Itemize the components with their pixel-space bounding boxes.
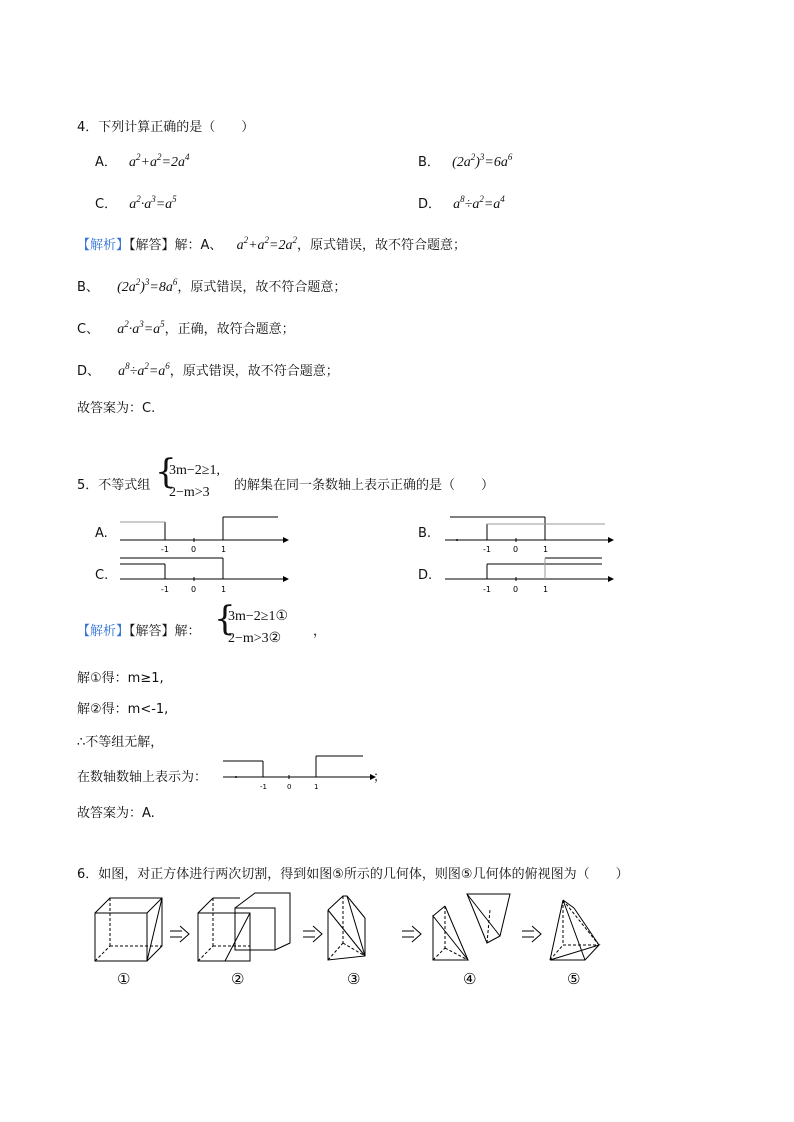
- option-label: B．: [418, 155, 440, 170]
- q4-option-c[interactable]: [95, 193, 177, 213]
- q4-final-answer: 故答案为：C.: [77, 401, 156, 416]
- q6-figure: [85, 888, 625, 993]
- q5-show: 在数轴数轴上表示为：: [77, 770, 208, 785]
- figure-label-5: ⑤: [567, 970, 581, 988]
- q4-option-b[interactable]: [418, 151, 512, 171]
- option-math: $a^8\div a^2=a^4$: [453, 194, 505, 212]
- q4-analysis-d: D、 $a^8\div a^2=a^6$，原式错误，故不符合题意；: [77, 361, 339, 379]
- system-brace: {: [155, 452, 177, 492]
- q5-show-tail: ；: [373, 770, 387, 785]
- figure-label-2: ②: [231, 970, 245, 988]
- tick-label: 0: [191, 545, 197, 554]
- q5-option-d-label[interactable]: D.: [418, 568, 433, 583]
- number-line-b[interactable]: [440, 512, 615, 557]
- tick-label: -1: [161, 545, 169, 554]
- svg-text:-1: -1: [483, 545, 491, 554]
- q5-system-tail: ，: [313, 624, 327, 639]
- q5-stem-after: 的解集在同一条数轴上表示正确的是（ ）: [234, 478, 495, 493]
- answer-tag: 【解答】解：: [129, 238, 201, 253]
- svg-text:-1: -1: [161, 585, 169, 594]
- option-label: D．: [418, 197, 442, 212]
- number-line-answer: [218, 752, 378, 794]
- option-math: $a^2+a^2=2a^4$: [129, 152, 190, 170]
- q5-option-c-label[interactable]: C.: [95, 568, 109, 583]
- svg-text:0: 0: [191, 585, 197, 594]
- option-math: $a^2\cdot a^3=a^5$: [129, 194, 177, 212]
- svg-text:-1: -1: [483, 585, 491, 594]
- q6-stem: 6．如图，对正方体进行两次切割，得到如图⑤所示的几何体，则图⑤几何体的俯视图为（ ）: [77, 867, 629, 882]
- pyramid-figure-5: [550, 900, 599, 960]
- option-label: C．: [95, 197, 118, 212]
- svg-text:1: 1: [543, 585, 549, 594]
- q5-final-answer: 故答案为：A.: [77, 806, 155, 821]
- q5-step2: 解②得：m<-1,: [77, 702, 169, 717]
- math: $a^2+a^2=2a^2$: [236, 235, 297, 253]
- answer-tag: 【解答】解：: [129, 624, 201, 639]
- svg-text:0: 0: [513, 585, 519, 594]
- arrow-right-icon-3: [402, 926, 421, 942]
- cube-figure-2: [198, 893, 290, 961]
- q5-step1: 解①得：m≥1,: [77, 671, 164, 686]
- q5-option-a-label[interactable]: A.: [95, 526, 108, 541]
- arrow-right-icon-1: [170, 926, 189, 942]
- svg-text:1: 1: [543, 545, 549, 554]
- q4-analysis-c: C、 $a^2\cdot a^3=a^5$，正确，故符合题意；: [77, 319, 295, 337]
- q5-system: 3m−2≥1, 2−m>3: [169, 463, 220, 500]
- svg-text:0: 0: [513, 545, 519, 554]
- figure-label-1: ①: [117, 970, 131, 988]
- option-label: A．: [95, 155, 117, 170]
- tick-label: 1: [221, 545, 227, 554]
- figure-label-3: ③: [347, 970, 361, 988]
- q5-step3: ∴不等组无解，: [77, 735, 164, 750]
- q4-option-d[interactable]: [418, 193, 505, 213]
- system-brace: {: [214, 599, 236, 639]
- q5-option-b-label[interactable]: B.: [418, 526, 432, 541]
- q4-analysis-line: 【解析】【解答】解：A、 $a^2+a^2=2a^2$，原式错误，故不符合题意；: [77, 235, 466, 253]
- svg-text:0: 0: [287, 783, 292, 791]
- pyramid-figure-4: [433, 894, 510, 960]
- cube-figure-1: [95, 898, 162, 961]
- q5-system-marked: 3m−2≥1① 2−m>3②: [228, 609, 289, 646]
- figure-label-4: ④: [463, 970, 477, 988]
- number-line-d[interactable]: [440, 552, 615, 597]
- svg-text:-1: -1: [260, 783, 267, 791]
- arrow-right-icon-4: [522, 926, 541, 942]
- number-line-a[interactable]: [115, 512, 290, 557]
- number-line-c[interactable]: [115, 552, 290, 597]
- q5-stem-before: 5．不等式组: [77, 478, 151, 493]
- arrow-right-icon-2: [303, 926, 322, 942]
- prism-figure-3: [328, 896, 365, 960]
- option-math: $(2a^2)^3=6a^6$: [452, 152, 513, 170]
- analysis-tag: 【解析】: [77, 624, 130, 639]
- q4-stem: 4．下列计算正确的是（ ）: [77, 120, 255, 135]
- analysis-tag: 【解析】: [77, 238, 130, 253]
- svg-text:1: 1: [314, 783, 319, 791]
- q4-option-a[interactable]: [95, 151, 189, 171]
- q5-analysis-head: [77, 620, 201, 639]
- svg-text:1: 1: [221, 585, 227, 594]
- q4-analysis-b: B、 $(2a^2)^3=8a^6$，原式错误，故不符合题意；: [77, 277, 347, 295]
